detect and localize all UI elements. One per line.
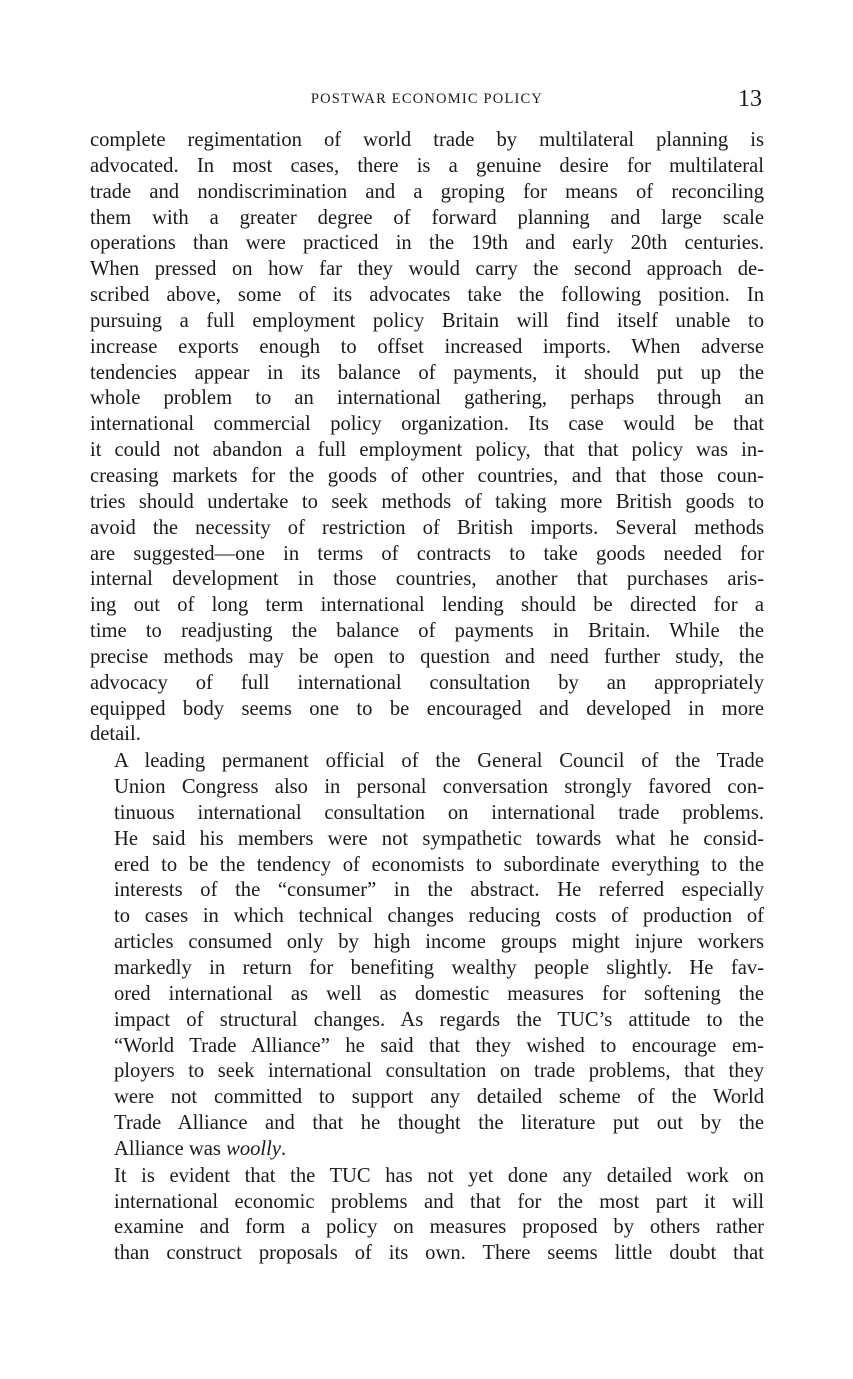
text-line: international commercial policy organization. Its case would be that: [90, 413, 764, 436]
running-head: [90, 86, 764, 114]
text-line: interests of the “consumer” in the abstract. He referred especially: [114, 879, 764, 902]
text-line: ployers to seek international consultation on trade problems, that they: [114, 1060, 764, 1083]
text-line: ored international as well as domestic measures for softening the: [114, 982, 764, 1005]
text-line-prefix: Alliance was: [114, 1137, 227, 1160]
text-line: equipped body seems one to be encouraged and developed in more: [90, 697, 764, 720]
text-line: A leading permanent official of the General Council of the Trade: [114, 750, 764, 773]
text-line: were not committed to support any detailed scheme of the World: [114, 1086, 764, 1109]
text-line-suffix: .: [281, 1137, 287, 1160]
text-line: impact of structural changes. As regards the TUC’s attitude to the: [114, 1008, 764, 1031]
text-line: internal development in those countries, another that purchases aris-: [90, 568, 764, 591]
text-line: are suggested—one in terms of contracts to take goods needed for: [90, 542, 764, 565]
text-line: Trade Alliance and that he thought the literature put out by the: [114, 1112, 764, 1135]
text-line: articles consumed only by high income groups might injure workers: [114, 931, 764, 954]
paragraph-1: [90, 128, 764, 748]
paragraph-3: [90, 1164, 764, 1267]
page-number: 13: [738, 86, 762, 112]
text-line: it could not abandon a full employment policy, that that policy was in-: [90, 439, 764, 462]
text-line: He said his members were not sympathetic towards what he consid-: [114, 827, 764, 850]
text-line: time to readjusting the balance of payments in Britain. While the: [90, 620, 764, 643]
text-line: “World Trade Alliance” he said that they wished to encourage em-: [114, 1034, 764, 1057]
text-line: examine and form a policy on measures proposed by others rather: [114, 1216, 764, 1239]
text-line: It is evident that the TUC has not yet done any detailed work on: [114, 1164, 764, 1187]
text-line: ered to be the tendency of economists to subordinate everything to the: [114, 853, 764, 876]
text-line: them with a greater degree of forward planning and large scale: [90, 206, 764, 229]
paragraph-2: [90, 749, 764, 1163]
text-line: trade and nondiscrimination and a groping for means of reconciling: [90, 180, 764, 203]
text-line: international economic problems and that for the most part it will: [114, 1190, 764, 1213]
text-line: avoid the necessity of restriction of British imports. Several methods: [90, 516, 764, 539]
text-line: precise methods may be open to question and need further study, the: [90, 645, 764, 668]
text-line: markedly in return for benefiting wealthy people slightly. He fav-: [114, 957, 764, 979]
running-title: POSTWAR ECONOMIC POLICY: [310, 91, 544, 107]
text-line: Union Congress also in personal conversation strongly favored con-: [114, 776, 764, 799]
text-line: ing out of long term international lending should be directed for a: [90, 594, 764, 617]
text-line: tinuous international consultation on international trade problems.: [114, 801, 764, 824]
text-line: creasing markets for the goods of other countries, and that those coun-: [90, 464, 764, 487]
text-line: to cases in which technical changes reducing costs of production of: [114, 905, 764, 928]
text-line: complete regimentation of world trade by multilateral planning is: [90, 129, 764, 151]
text-line: whole problem to an international gathering, perhaps through an: [90, 387, 764, 410]
text-line: operations than were practiced in the 19th and early 20th centuries.: [90, 232, 764, 255]
text-line: When pressed on how far they would carry the second approach de-: [90, 258, 764, 281]
text-line: advocacy of full international consultation by an appropriately: [90, 671, 764, 694]
text-line: than construct proposals of its own. There seems little doubt that: [114, 1242, 764, 1265]
text-line: increase exports enough to offset increased imports. When adverse: [90, 335, 764, 358]
text-line: tries should undertake to seek methods of taking more British goods to: [90, 490, 764, 513]
body-text: [90, 128, 764, 1267]
book-page: [90, 86, 764, 1267]
text-line: advocated. In most cases, there is a genuine desire for multilateral: [90, 154, 764, 177]
text-line: scribed above, some of its advocates take the following position. In: [90, 284, 764, 307]
text-line: pursuing a full employment policy Britain will find itself unable to: [90, 309, 764, 332]
text-line: [90, 1137, 764, 1163]
text-line: detail.: [90, 723, 141, 746]
text-line: tendencies appear in its balance of payments, it should put up the: [90, 361, 764, 384]
italic-word: woolly: [226, 1137, 282, 1160]
